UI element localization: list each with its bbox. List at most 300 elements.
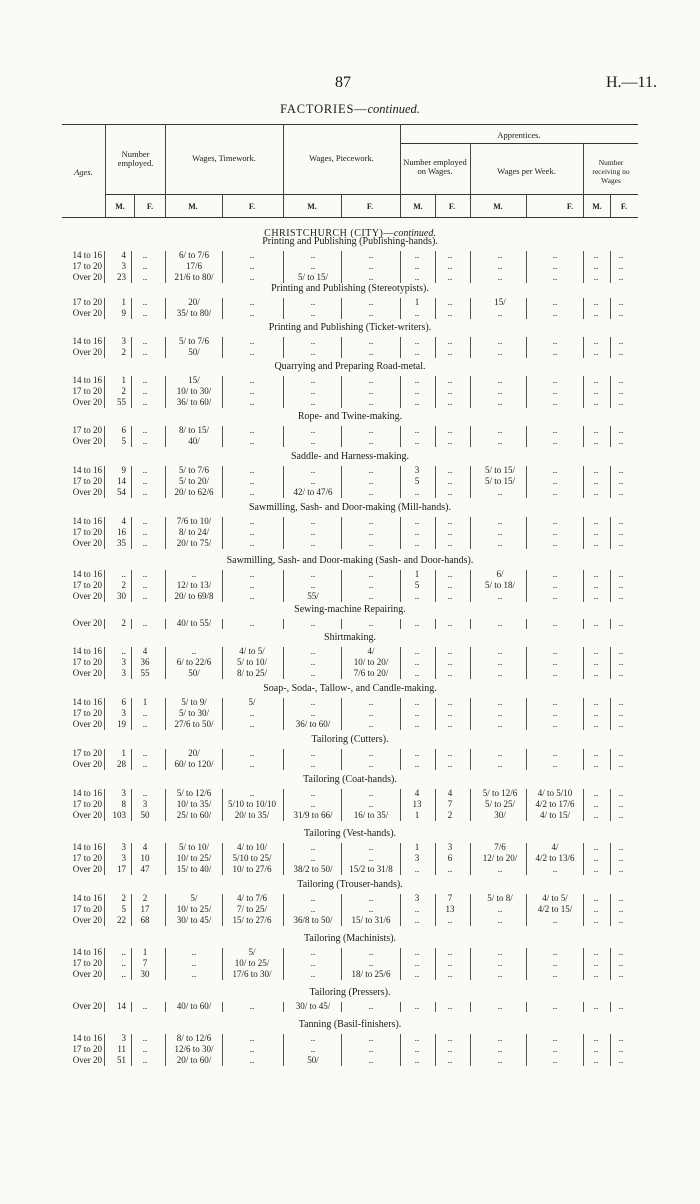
table-cell: .. [618, 708, 624, 718]
table-cell: 2 [142, 893, 148, 903]
table-cell: .. [447, 272, 453, 282]
table-cell: .. [593, 516, 599, 526]
table-cell: .. [447, 336, 453, 346]
table-cell: .. [142, 1033, 148, 1043]
column-rule [104, 749, 105, 770]
table-cell: .. [552, 864, 558, 874]
section-title: Sewing-machine Repairing. [294, 604, 406, 615]
table-cell: .. [552, 527, 558, 537]
table-cell: 15/ [188, 375, 200, 385]
table-cell: .. [552, 668, 558, 678]
table-cell: .. [368, 1044, 374, 1054]
table-cell: .. [447, 569, 453, 579]
table-cell: .. [310, 347, 316, 357]
age-cell: Over 20 [72, 538, 102, 548]
table-cell: 30/ [494, 810, 506, 820]
age-cell: Over 20 [72, 487, 102, 497]
age-cell: 17 to 20 [72, 297, 102, 307]
table-cell: .. [368, 759, 374, 769]
table-cell: 4/ to 5/ [239, 646, 265, 656]
table-cell: 3 [121, 853, 126, 863]
table-cell: .. [249, 397, 255, 407]
table-cell: 20/ to 62/6 [174, 487, 214, 497]
table-cell: .. [618, 538, 624, 548]
table-cell: .. [368, 569, 374, 579]
table-cell: 5/ to 15/ [297, 272, 328, 282]
table-cell: 10/ to 25/ [176, 853, 212, 863]
table-cell: .. [447, 465, 453, 475]
table-cell: .. [593, 375, 599, 385]
table-cell: .. [593, 465, 599, 475]
column-rule [131, 517, 132, 549]
table-cell: .. [249, 1044, 255, 1054]
table-cell: .. [618, 272, 624, 282]
table-cell: .. [552, 347, 558, 357]
table-cell: .. [142, 527, 148, 537]
table-cell: .. [593, 810, 599, 820]
table-cell: 50/ [188, 347, 200, 357]
age-cell: 17 to 20 [72, 580, 102, 590]
table-cell: 1 [142, 697, 148, 707]
table-cell: .. [552, 646, 558, 656]
table-cell: .. [593, 719, 599, 729]
table-cell: .. [497, 915, 503, 925]
table-cell: 68 [140, 915, 150, 925]
table-cell: 47 [140, 864, 150, 874]
table-cell: .. [414, 308, 420, 318]
table-cell: .. [368, 842, 374, 852]
table-cell: .. [414, 538, 420, 548]
table-cell: .. [593, 668, 599, 678]
section-title: Tailoring (Machinists). [303, 933, 397, 944]
table-cell: .. [310, 893, 316, 903]
table-cell: .. [552, 386, 558, 396]
table-cell: 16/ to 35/ [353, 810, 389, 820]
table-cell: .. [368, 708, 374, 718]
table-cell: .. [142, 436, 148, 446]
table-cell: .. [368, 272, 374, 282]
table-cell: .. [368, 748, 374, 758]
table-cell: .. [618, 893, 624, 903]
table-cell: .. [552, 591, 558, 601]
column-rule [104, 948, 105, 980]
table-cell: .. [618, 487, 624, 497]
table-cell: .. [447, 261, 453, 271]
table-cell: 16 [117, 527, 126, 537]
table-cell: .. [618, 668, 624, 678]
column-rule [131, 376, 132, 408]
table-cell: 8/ to 25/ [236, 668, 267, 678]
table-cell: 5/ to 12/6 [482, 788, 518, 798]
table-cell: .. [593, 1055, 599, 1065]
table-cell: 1 [121, 375, 126, 385]
table-cell: .. [142, 272, 148, 282]
table-cell: 15/ [494, 297, 506, 307]
table-cell: .. [414, 969, 420, 979]
table-cell: .. [593, 297, 599, 307]
column-rule [131, 466, 132, 498]
table-cell: 1 [121, 297, 126, 307]
table-cell: .. [142, 250, 148, 260]
table-cell: .. [249, 759, 255, 769]
table-cell: .. [447, 386, 453, 396]
table-cell: 1 [414, 810, 420, 820]
table-cell: .. [310, 538, 316, 548]
table-cell: .. [618, 336, 624, 346]
table-cell: .. [310, 250, 316, 260]
table-cell: .. [497, 375, 503, 385]
table-cell: .. [249, 719, 255, 729]
table-cell: .. [414, 375, 420, 385]
age-cell: 17 to 20 [72, 958, 102, 968]
table-cell: .. [618, 1001, 624, 1011]
header-ages: Ages. [74, 167, 93, 177]
table-cell: .. [142, 569, 148, 579]
age-cell: 14 to 16 [72, 697, 102, 707]
table-cell: 7/6 [494, 842, 506, 852]
table-cell: .. [191, 646, 197, 656]
table-cell: .. [249, 465, 255, 475]
table-cell: .. [593, 1044, 599, 1054]
table-cell: 18/ to 25/6 [351, 969, 391, 979]
table-cell: .. [142, 465, 148, 475]
table-cell: .. [414, 527, 420, 537]
table-cell: 4 [414, 788, 420, 798]
column-rule [131, 647, 132, 679]
table-cell: .. [447, 487, 453, 497]
table-cell: .. [310, 842, 316, 852]
table-cell: .. [368, 958, 374, 968]
table-cell: .. [593, 308, 599, 318]
table-cell: .. [593, 759, 599, 769]
column-rule [131, 570, 132, 602]
table-cell: .. [618, 646, 624, 656]
table-cell: 6 [121, 425, 126, 435]
table-cell: .. [447, 969, 453, 979]
table-cell: .. [368, 947, 374, 957]
column-rule [131, 749, 132, 770]
table-cell: .. [142, 425, 148, 435]
table-cell: 15/ to 40/ [176, 864, 212, 874]
table-cell: .. [447, 759, 453, 769]
table-cell: 6/ [496, 569, 504, 579]
table-cell: 19 [117, 719, 126, 729]
table-cell: .. [249, 1055, 255, 1065]
table-cell: .. [310, 646, 316, 656]
table-cell: 10 [140, 853, 150, 863]
table-cell: 2 [121, 893, 126, 903]
table-cell: 5/ to 7/6 [178, 336, 209, 346]
section-title: Tailoring (Pressers). [309, 987, 391, 998]
table-cell: 20/ to 35/ [234, 810, 270, 820]
section-title: Quarrying and Preparing Road-metal. [274, 361, 426, 372]
title-continued: continued. [367, 102, 420, 116]
table-cell: 30/ to 45/ [295, 1001, 331, 1011]
column-rule [131, 1034, 132, 1066]
table-cell: 5 [121, 904, 126, 914]
table-cell: 36 [140, 657, 150, 667]
table-cell: .. [618, 799, 624, 809]
table-cell: .. [552, 397, 558, 407]
table-cell: .. [618, 386, 624, 396]
age-cell: 17 to 20 [72, 904, 102, 914]
table-cell: 20/ [188, 297, 200, 307]
table-cell: .. [618, 853, 624, 863]
table-cell: 17/6 [185, 261, 202, 271]
table-cell: .. [618, 842, 624, 852]
table-cell: 8/ to 15/ [178, 425, 209, 435]
table-cell: .. [447, 708, 453, 718]
table-cell: .. [447, 538, 453, 548]
table-cell: .. [552, 618, 558, 628]
age-cell: 14 to 16 [72, 516, 102, 526]
table-cell: .. [368, 336, 374, 346]
table-cell: 2 [121, 347, 126, 357]
table-cell: .. [414, 250, 420, 260]
table-cell: .. [618, 375, 624, 385]
table-cell: .. [142, 719, 148, 729]
table-cell: .. [368, 375, 374, 385]
table-cell: .. [618, 465, 624, 475]
table-cell: 3 [414, 853, 420, 863]
table-cell: .. [142, 397, 148, 407]
table-cell: .. [142, 476, 148, 486]
table-cell: .. [618, 969, 624, 979]
table-cell: .. [497, 487, 503, 497]
table-cell: .. [368, 799, 374, 809]
table-cell: .. [552, 580, 558, 590]
table-cell: .. [368, 527, 374, 537]
table-cell: 1 [414, 569, 420, 579]
table-cell: 30/ to 45/ [176, 915, 212, 925]
table-cell: .. [447, 516, 453, 526]
table-cell: .. [368, 347, 374, 357]
section-title: Shirtmaking. [324, 632, 376, 643]
table-cell: 3 [414, 465, 420, 475]
table-cell: 5 [414, 580, 420, 590]
age-cell: 17 to 20 [72, 261, 102, 271]
table-cell: 8 [121, 799, 126, 809]
table-cell: .. [593, 397, 599, 407]
header-f: F. [566, 202, 574, 211]
table-cell: .. [310, 853, 316, 863]
table-cell: .. [121, 958, 126, 968]
table-cell: .. [552, 915, 558, 925]
table-cell: 4/2 to 17/6 [535, 799, 575, 809]
table-cell: .. [368, 618, 374, 628]
table-cell: .. [552, 657, 558, 667]
table-cell: 9 [121, 308, 126, 318]
table-cell: .. [593, 538, 599, 548]
age-cell: 14 to 16 [72, 336, 102, 346]
table-cell: .. [552, 759, 558, 769]
table-cell: .. [414, 1044, 420, 1054]
age-cell: Over 20 [72, 397, 102, 407]
age-cell: 14 to 16 [72, 947, 102, 957]
age-cell: Over 20 [72, 864, 102, 874]
table-cell: 4 [142, 646, 148, 656]
table-cell: 4 [142, 842, 148, 852]
table-cell: .. [368, 487, 374, 497]
table-cell: .. [310, 297, 316, 307]
table-cell: .. [414, 347, 420, 357]
table-cell: .. [447, 1033, 453, 1043]
table-cell: 20/ to 69/8 [174, 591, 214, 601]
header-no-wages: Number receiving no Wages [592, 158, 630, 185]
age-cell: 14 to 16 [72, 250, 102, 260]
table-cell: .. [552, 516, 558, 526]
table-cell: 60/ to 120/ [174, 759, 214, 769]
section-title: Sawmilling, Sash- and Door-making (Sash- and Door-hands). [226, 555, 474, 566]
table-cell: .. [618, 397, 624, 407]
table-cell: .. [447, 618, 453, 628]
column-rule [104, 376, 105, 408]
table-cell: 20/ [188, 748, 200, 758]
table-cell: .. [593, 436, 599, 446]
table-cell: 40/ to 55/ [176, 618, 212, 628]
table-cell: .. [593, 657, 599, 667]
table-cell: 2 [121, 386, 126, 396]
table-cell: 50/ [307, 1055, 319, 1065]
table-cell: .. [593, 336, 599, 346]
table-cell: .. [310, 657, 316, 667]
table-cell: 9 [121, 465, 126, 475]
table-cell: 4 [121, 516, 126, 526]
header-m: M. [115, 202, 125, 211]
table-cell: .. [414, 708, 420, 718]
table-cell: .. [142, 788, 148, 798]
column-rule [104, 1002, 105, 1012]
column-rule [131, 619, 132, 629]
table-cell: .. [310, 748, 316, 758]
column-rule [104, 466, 105, 498]
table-cell: .. [249, 516, 255, 526]
table-cell: .. [593, 646, 599, 656]
table-cell: .. [414, 915, 420, 925]
table-cell: 55 [117, 397, 126, 407]
table-cell: .. [593, 250, 599, 260]
table-cell: .. [249, 386, 255, 396]
table-cell: .. [249, 788, 255, 798]
table-cell: .. [310, 569, 316, 579]
table-cell: 4 [447, 788, 453, 798]
table-cell: .. [593, 947, 599, 957]
table-cell: .. [414, 516, 420, 526]
table-cell: .. [310, 336, 316, 346]
column-rule [104, 1034, 105, 1066]
table-cell: 10/ to 30/ [176, 386, 212, 396]
table-cell: 21/6 to 80/ [174, 272, 214, 282]
table-cell: .. [497, 336, 503, 346]
table-cell: 13 [412, 799, 422, 809]
table-cell: .. [552, 969, 558, 979]
table-cell: .. [447, 1001, 453, 1011]
table-cell: .. [593, 958, 599, 968]
table-cell: .. [414, 272, 420, 282]
table-cell: .. [249, 569, 255, 579]
table-cell: .. [497, 397, 503, 407]
table-cell: 6/ to 22/6 [176, 657, 212, 667]
table-cell: .. [618, 810, 624, 820]
age-cell: 14 to 16 [72, 893, 102, 903]
table-cell: .. [249, 261, 255, 271]
table-cell: .. [249, 618, 255, 628]
table-cell: 2 [447, 810, 453, 820]
table-cell: 7 [142, 958, 148, 968]
table-cell: 40/ [188, 436, 200, 446]
table-cell: .. [497, 697, 503, 707]
header-apprentice-wages: Wages per Week. [497, 166, 556, 176]
table-cell: .. [447, 308, 453, 318]
table-cell: .. [593, 591, 599, 601]
table-cell: 13 [445, 904, 455, 914]
table-cell: 22 [117, 915, 126, 925]
table-cell: .. [447, 947, 453, 957]
table-cell: 1 [414, 297, 420, 307]
table-cell: 5/ to 10/ [236, 657, 267, 667]
table-cell: .. [447, 527, 453, 537]
table-cell: .. [368, 386, 374, 396]
table-cell: 5 [414, 476, 420, 486]
table-cell: 5/ to 12/6 [176, 788, 212, 798]
table-cell: 54 [117, 487, 126, 497]
table-cell: 51 [117, 1055, 126, 1065]
table-cell: 5/ to 8/ [487, 893, 513, 903]
table-cell: .. [497, 386, 503, 396]
table-cell: .. [447, 646, 453, 656]
column-rule [131, 698, 132, 730]
age-cell: 14 to 16 [72, 465, 102, 475]
table-cell: .. [618, 261, 624, 271]
table-cell: .. [191, 969, 197, 979]
table-cell: 31/9 to 66/ [293, 810, 333, 820]
table-cell: 4/ to 10/ [236, 842, 267, 852]
table-cell: .. [593, 748, 599, 758]
column-rule [104, 619, 105, 629]
table-cell: 1 [414, 842, 420, 852]
section-title: Tailoring (Trouser-hands). [297, 879, 403, 890]
age-cell: 17 to 20 [72, 708, 102, 718]
table-cell: .. [142, 516, 148, 526]
table-cell: 10/ to 35/ [176, 799, 212, 809]
table-cell: .. [368, 425, 374, 435]
table-cell: .. [593, 842, 599, 852]
table-cell: .. [552, 708, 558, 718]
table-cell: .. [497, 646, 503, 656]
table-cell: .. [142, 297, 148, 307]
table-cell: 3 [121, 668, 126, 678]
age-cell: 17 to 20 [72, 748, 102, 758]
table-cell: .. [618, 915, 624, 925]
table-cell: .. [593, 425, 599, 435]
table-cell: 15/2 to 31/8 [349, 864, 393, 874]
table-cell: .. [310, 697, 316, 707]
table-cell: .. [142, 347, 148, 357]
table-cell: .. [447, 250, 453, 260]
table-cell: 30 [117, 591, 126, 601]
table-cell: 14 [117, 476, 126, 486]
table-cell: .. [497, 1044, 503, 1054]
table-cell: .. [618, 436, 624, 446]
table-cell: .. [142, 261, 148, 271]
table-cell: 103 [112, 810, 126, 820]
table-cell: 30 [140, 969, 150, 979]
table-cell: .. [618, 527, 624, 537]
table-cell: .. [414, 1001, 420, 1011]
table-cell: 38/2 to 50/ [293, 864, 333, 874]
table-cell: .. [249, 476, 255, 486]
table-cell: .. [618, 308, 624, 318]
